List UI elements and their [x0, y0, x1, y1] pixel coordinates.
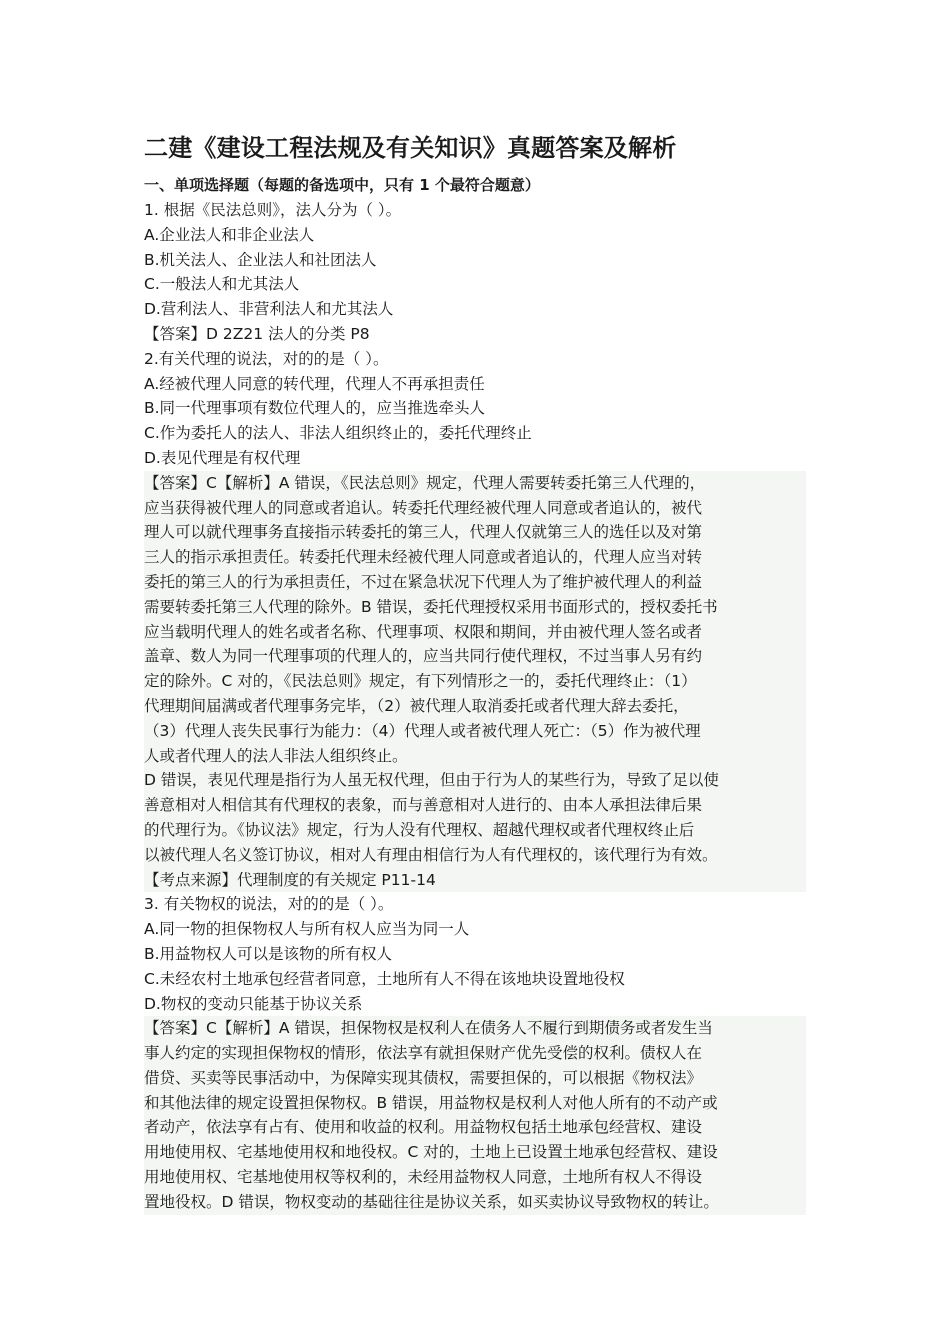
document-page [144, 130, 814, 1215]
analysis-line: 以被代理人名义签订协议，相对人有理由相信行为人有代理权的，该代理行为有效。 [144, 845, 718, 864]
q3-option-d: D.物权的变动只能基于协议关系 [144, 994, 363, 1013]
q3-analysis-block [144, 1016, 806, 1214]
q2-option-d: D.表见代理是有权代理 [144, 448, 301, 467]
analysis-line: 【答案】C【解析】A 错误，《民法总则》规定，代理人需要转委托第三人代理的， [144, 473, 706, 492]
analysis-line: 定的除外。C 对的，《民法总则》规定，有下列情形之一的，委托代理终止：（1） [144, 672, 697, 691]
analysis-line: （3）代理人丧失民事行为能力：（4）代理人或者被代理人死亡：（5）作为被代理 [144, 721, 701, 740]
source-note: 【考点来源】代理制度的有关规定 P11-14 [144, 870, 436, 889]
q3-option-c: C.未经农村土地承包经营者同意，土地所有人不得在该地块设置地役权 [144, 969, 625, 988]
q2-option-b: B.同一代理事项有数位代理人的，应当推选牵头人 [144, 399, 486, 418]
analysis-line: 委托的第三人的行为承担责任，不过在紧急状况下代理人为了维护被代理人的利益 [144, 572, 703, 591]
analysis-line: 【答案】C【解析】A 错误，担保物权是权利人在债务人不履行到期债务或者发生当 [144, 1019, 713, 1038]
analysis-line: 置地役权。D 错误，物权变动的基础往往是协议关系，如买卖协议导致物权的转让。 [144, 1192, 719, 1211]
analysis-line: 人或者代理人的法人非法人组织终止。 [144, 746, 408, 765]
question-2: 2.有关代理的说法，对的的是（ ）。 [144, 349, 389, 368]
analysis-line: 需要转委托第三人代理的除外。B 错误，委托代理授权采用书面形式的，授权委托书 [144, 597, 718, 616]
analysis-line: 三人的指示承担责任。转委托代理未经被代理人同意或者追认的，代理人应当对转 [144, 548, 703, 567]
q2-option-c: C.作为委托人的法人、非法人组织终止的，委托代理终止 [144, 424, 532, 443]
analysis-line: 和其他法律的规定设置担保物权。B 错误，用益物权是权利人对他人所有的不动产或 [144, 1093, 718, 1112]
analysis-line: 者动产，依法享有占有、使用和收益的权利。用益物权包括土地承包经营权、建设 [144, 1118, 703, 1137]
q1-option-d: D.营利法人、非营利法人和尤其法人 [144, 300, 394, 319]
question-1: 1. 根据《民法总则》，法人分为（ ）。 [144, 201, 402, 219]
analysis-line: 应当载明代理人的姓名或者名称、代理事项、权限和期间，并由被代理人签名或者 [144, 622, 703, 641]
document-title: 二建《建设工程法规及有关知识》真题答案及解析 [144, 134, 677, 162]
q3-option-b: B.用益物权人可以是该物的所有权人 [144, 944, 393, 963]
q2-analysis-block [144, 471, 806, 893]
q1-option-c: C.一般法人和尤其法人 [144, 275, 300, 294]
analysis-line: 借贷、买卖等民事活动中，为保障实现其债权，需要担保的，可以根据《物权法》 [144, 1068, 703, 1087]
analysis-line: 应当获得被代理人的同意或者追认。转委托代理经被代理人同意或者追认的，被代 [144, 498, 703, 517]
analysis-line: 善意相对人相信其有代理权的表象，而与善意相对人进行的、由本人承担法律后果 [144, 796, 703, 815]
q2-option-a: A.经被代理人同意的转代理，代理人不再承担责任 [144, 374, 485, 393]
q3-option-a: A.同一物的担保物权人与所有权人应当为同一人 [144, 920, 470, 939]
q1-option-b: B.机关法人、企业法人和社团法人 [144, 250, 377, 269]
analysis-line: 用地使用权、宅基地使用权和地役权。C 对的，土地上已设置土地承包经营权、建设 [144, 1143, 718, 1162]
q1-option-a: A.企业法人和非企业法人 [144, 225, 315, 244]
analysis-line: 代理期间届满或者代理事务完毕，（2）被代理人取消委托或者代理大辞去委托， [144, 696, 689, 715]
analysis-line: 理人可以就代理事务直接指示转委托的第三人，代理人仅就第三人的选任以及对第 [144, 523, 703, 542]
section-heading: 一、单项选择题（每题的备选项中，只有 1 个最符合题意） [144, 176, 540, 194]
question-3: 3. 有关物权的说法，对的的是（ ）。 [144, 895, 394, 914]
q1-answer: 【答案】D 2Z21 法人的分类 P8 [144, 324, 370, 343]
analysis-line: 的代理行为。《协议法》规定，行为人没有代理权、超越代理权或者代理权终止后 [144, 820, 695, 839]
analysis-line: 盖章、数人为同一代理事项的代理人的，应当共同行使代理权，不过当事人另有约 [144, 647, 703, 666]
analysis-line: 事人约定的实现担保物权的情形，依法享有就担保财产优先受偿的权利。债权人在 [144, 1044, 703, 1063]
analysis-line: D 错误，表见代理是指行为人虽无权代理，但由于行为人的某些行为，导致了足以使 [144, 771, 719, 790]
analysis-line: 用地使用权、宅基地使用权等权利的，未经用益物权人同意，土地所有权人不得设 [144, 1168, 703, 1187]
